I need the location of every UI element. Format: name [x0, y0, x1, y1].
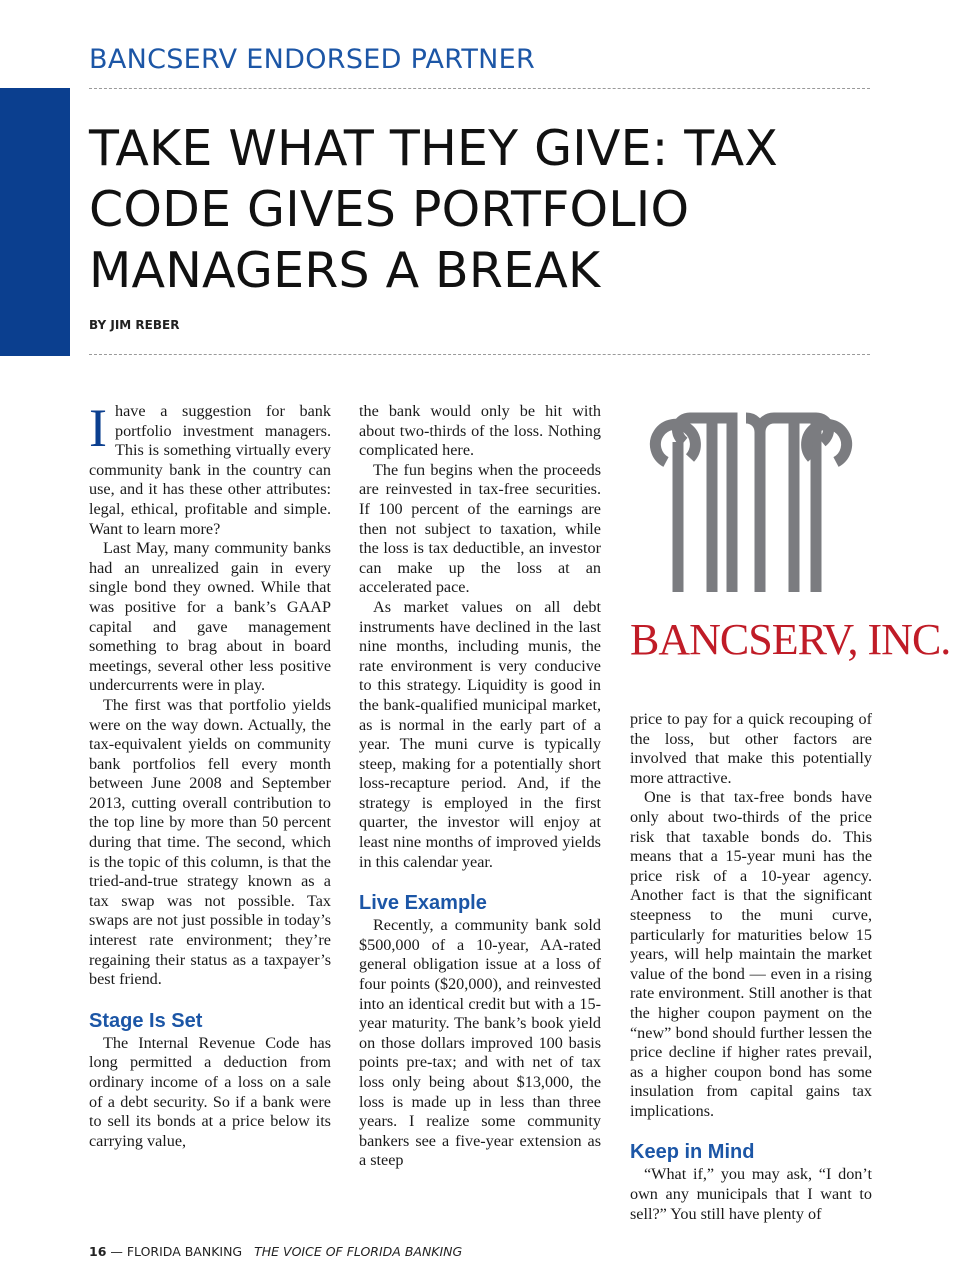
subhead-stage-is-set: Stage Is Set [89, 1009, 203, 1032]
paragraph: The Internal Revenue Code has long permitted a deduction from ordinary income of a loss on a sale of a debt security. So if a bank were to sell its bonds at a price below its carrying value, [89, 1033, 331, 1150]
paragraph: The first was that portfolio yields were on the way down. Actually, the tax-equivalent yields on community bank portfolios fell every month between June 2008 and September 2013, cutting overall contribution to the top line by more than 50 percent during that time. The second, which is the topic of this column, is that the tried-and-true strategy known as a tax swap was not possible. Tax swaps are not just possible in today’s interest rate environment; they’re regaining their status as a taxpayer’s best friend. [89, 695, 331, 989]
publication-tagline: THE VOICE OF FLORIDA BANKING [254, 1244, 463, 1259]
header-divider [89, 354, 870, 355]
drop-cap: I [89, 398, 107, 458]
article-column-3 [630, 710, 872, 1224]
paragraph: price to pay for a quick recouping of the loss, but other factors are involved that make this potentially more attractive. [630, 710, 872, 787]
page-footer [89, 1244, 462, 1259]
top-divider [89, 88, 870, 89]
paragraph: Last May, many community banks had an unrealized gain in every single bond they owned. While that was positive for a bank’s GAAP capital and gave management something to brag about in board meetings, several other less positive undercurrents were in play. [89, 539, 331, 695]
article-headline: TAKE WHAT THEY GIVE: TAX CODE GIVES PORTFOLIO MANAGERS A BREAK [89, 120, 779, 299]
article-column-1 [89, 398, 331, 1151]
byline: BY JIM REBER [89, 318, 180, 332]
paragraph-text: have a suggestion for bank portfolio investment managers. This is something virtually every community bank in the country can use, and it has these other attributes: legal, ethical, profitable and simple. Want to learn more? [89, 402, 331, 538]
paragraph: The fun begins when the proceeds are reinvested in tax-free securities. If 100 percent of the earnings are then not subject to taxation, while the loss is tax deductible, an investor can make up the loss at an accelerated pace. [359, 460, 601, 597]
paragraph [89, 398, 331, 539]
section-kicker: BANCSERV ENDORSED PARTNER [89, 44, 536, 75]
paragraph: One is that tax-free bonds have only about two-thirds of the price risk that taxable bonds do. This means that a 15-year muni has the price risk of a 10-year agency. Another fact is that the significant steepness to the muni curve, particularly for maturities below 15 years, will help maintain the market value of the bond — even in a rising rate environment. Still another is that the higher coupon payment on the “new” bond should further lessen the price decline if higher rates prevail, as a higher coupon bond has some insulation from capital gains tax implications. [630, 788, 872, 1120]
publication-name: — FLORIDA BANKING [110, 1244, 243, 1259]
accent-side-bar [0, 88, 70, 356]
paragraph: the bank would only be hit with about two-thirds of the loss. Nothing complicated here. [359, 402, 601, 460]
article-column-2 [359, 402, 601, 1171]
paragraph: “What if,” you may ask, “I don’t own any municipals that I want to sell?” You still have plenty of [630, 1165, 872, 1223]
bancserv-logo-wordmark: BANCSERV, INC. [630, 615, 951, 664]
paragraph: Recently, a community bank sold $500,000 of a 10-year, AA-rated general obligation issue at a loss of four points ($20,000), and reinvested into an identical credit but with a 15-year maturity. The bank’s book yield on those dollars improved 100 basis points pre-tax; and with net of tax loss only being about $13,000, the loss is made up in less than three years. I realize some community bankers see a five-year extension as a steep [359, 916, 601, 1170]
subhead-live-example: Live Example [359, 892, 487, 915]
page-number: 16 [89, 1244, 107, 1259]
subhead-keep-in-mind: Keep in Mind [630, 1141, 755, 1164]
paragraph: As market values on all debt instruments have declined in the last nine months, including munis, the rate environment is very conducive to this strategy. Liquidity is good in the bank-qualified municipal market, as is normal in the early part of a year. The muni curve is typically steep, making for a potentially short loss-recapture period. And, if the strategy is employed in the first quarter, the investor will enjoy at least nine months of improved yields in this calendar year. [359, 597, 601, 871]
